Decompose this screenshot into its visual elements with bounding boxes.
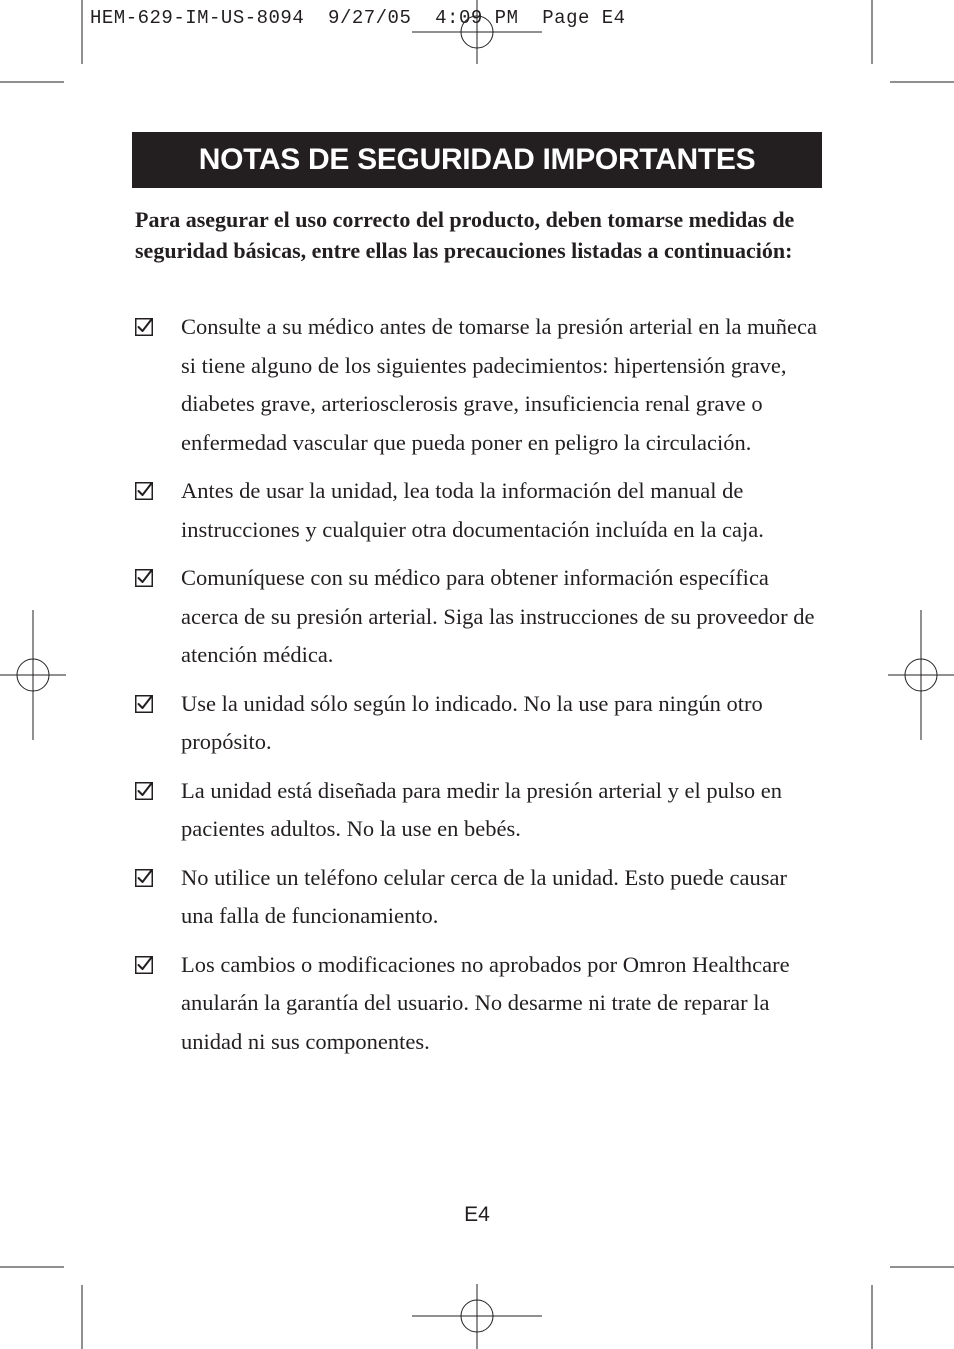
- intro-paragraph: Para asegurar el uso correcto del producto, deben tomarse medidas de seguridad básicas, entre ellas las precauciones listadas a continuación:: [135, 207, 795, 263]
- checked-box-icon: [135, 782, 153, 800]
- list-item-text: Use la unidad sólo según lo indicado. No la use para ningún otro propósito.: [181, 690, 763, 754]
- checked-box-icon: [135, 869, 153, 887]
- list-item-text: La unidad está diseñada para medir la presión arterial y el pulso en pacientes adultos. No la use en bebés.: [181, 777, 783, 841]
- list-item: [135, 772, 825, 849]
- list-item: [135, 685, 825, 762]
- checked-box-icon: [135, 695, 153, 713]
- list-item-text: Comuníquese con su médico para obtener información específica acerca de su presión arterial. Siga las instrucciones de su proveedor de atención médica.: [181, 565, 815, 667]
- list-item-text: Consulte a su médico antes de tomarse la presión arterial en la muñeca si tiene alguno de los siguientes padecimientos: hipertensión grave, diabetes grave, arteriosclerosis grave, insuficiencia renal grave o enfermedad vascular que pueda poner en peligro la circulación.: [181, 314, 818, 455]
- page-number: E4: [464, 1203, 490, 1226]
- checked-box-icon: [135, 318, 153, 336]
- checked-box-icon: [135, 482, 153, 500]
- list-item: [135, 559, 825, 675]
- list-item: [135, 472, 825, 549]
- list-item-text: No utilice un teléfono celular cerca de la unidad. Esto puede causar una falla de funcionamiento.: [181, 864, 787, 928]
- list-item: [135, 859, 825, 936]
- list-item: [135, 308, 825, 462]
- page-title: NOTAS DE SEGURIDAD IMPORTANTES: [132, 132, 822, 188]
- list-item-text: Los cambios o modificaciones no aprobados por Omron Healthcare anularán la garantía del usuario. No desarme ni trate de reparar la unidad ni sus componentes.: [181, 951, 790, 1054]
- checked-box-icon: [135, 569, 153, 587]
- list-item: [135, 946, 825, 1062]
- checked-box-icon: [135, 956, 153, 974]
- safety-list: [135, 308, 825, 1071]
- print-slug: HEM-629-IM-US-8094 9/27/05 4:09 PM Page E4: [90, 7, 626, 29]
- list-item-text: Antes de usar la unidad, lea toda la información del manual de instrucciones y cualquier otra documentación incluída en la caja.: [181, 478, 764, 542]
